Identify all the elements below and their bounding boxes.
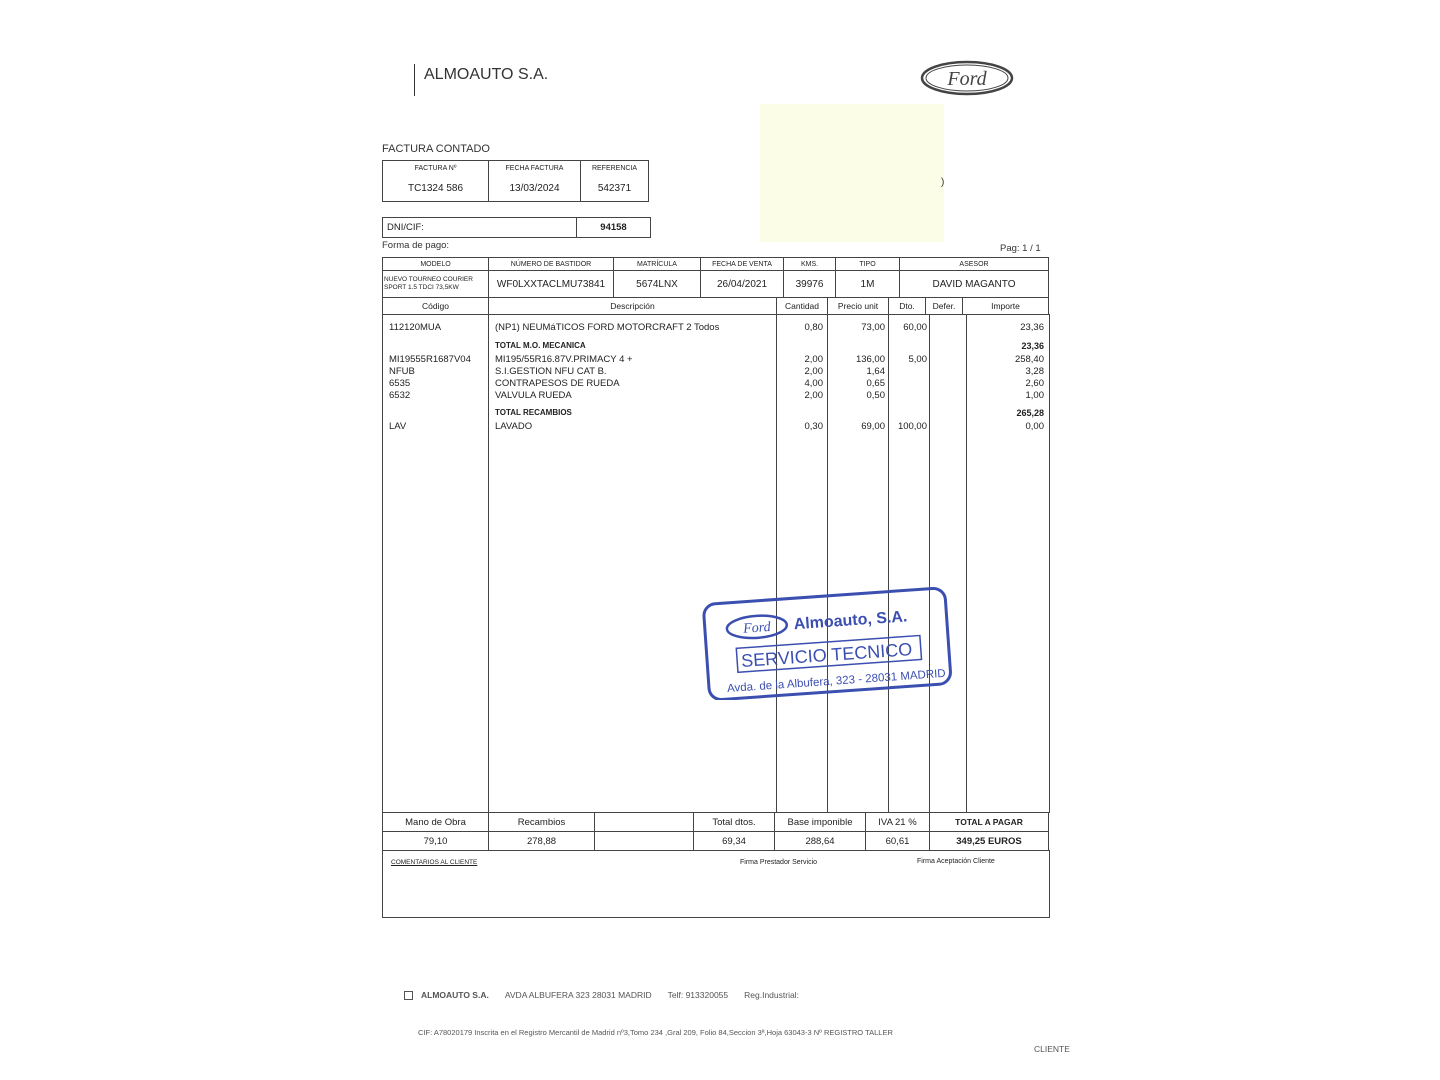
page-number: Pag: 1 / 1 bbox=[1000, 243, 1041, 254]
total-parts-value: 265,28 bbox=[1016, 408, 1044, 418]
line-code: 112120MUA bbox=[389, 322, 442, 333]
footer-line bbox=[404, 990, 799, 1000]
line-unit-price: 1,64 bbox=[866, 366, 885, 377]
provider-signature-label: Firma Prestador Servicio bbox=[740, 859, 818, 866]
stamp-address: Avda. de la Albufera, 323 - 28031 MADRID bbox=[726, 667, 947, 696]
labour-label: Mano de Obra bbox=[383, 813, 489, 832]
invoice-date-label: FECHA FACTURA bbox=[505, 165, 564, 172]
ford-logo bbox=[920, 60, 1014, 96]
line-amount: 0,00 bbox=[1025, 421, 1044, 432]
pay-value: 349,25 EUROS bbox=[930, 832, 1049, 851]
payment-form-label: Forma de pago: bbox=[382, 240, 450, 251]
line-description: MI195/55R16.87V.PRIMACY 4 + bbox=[495, 354, 633, 365]
line-quantity: 2,00 bbox=[804, 366, 823, 377]
line-amount: 3,28 bbox=[1025, 366, 1044, 377]
invoice-date: 13/03/2024 bbox=[509, 183, 560, 194]
col-discount: Dto. bbox=[889, 298, 926, 315]
lines-header bbox=[382, 297, 1049, 315]
vehicle-vin: WF0LXXTACLMU73841 bbox=[489, 271, 614, 298]
col-divider bbox=[888, 314, 889, 812]
footer-checkbox-icon bbox=[404, 991, 413, 1000]
dni-label: DNI/CIF: bbox=[387, 222, 424, 233]
vehicle-plate: 5674LNX bbox=[614, 271, 701, 298]
line-description: VALVULA RUEDA bbox=[495, 390, 572, 401]
discounts-value: 69,34 bbox=[694, 832, 775, 851]
vehicle-header-advisor: ASESOR bbox=[900, 258, 1049, 271]
line-code: 6535 bbox=[389, 378, 411, 389]
vehicle-header-sale-date: FECHA DE VENTA bbox=[701, 258, 784, 271]
comments-label: COMENTARIOS AL CLIENTE bbox=[391, 859, 478, 866]
line-description: LAVADO bbox=[495, 421, 533, 432]
line-unit-price: 0,50 bbox=[866, 390, 885, 401]
footer-copy: CLIENTE bbox=[1034, 1044, 1070, 1054]
invoice-number: TC1324 586 bbox=[407, 183, 464, 194]
line-amount: 1,00 bbox=[1025, 390, 1044, 401]
footer-registry: CIF: A78020179 Inscrita en el Registro Mercantil de Madrid nº3,Tomo 234 ,Gral 209, Folio 84,Seccion 3ª,Hoja 63043-3 Nº REGISTRO TALLER bbox=[418, 1028, 893, 1037]
vehicle-advisor: DAVID MAGANTO bbox=[900, 271, 1049, 298]
empty-cell bbox=[595, 832, 694, 851]
empty-cell bbox=[595, 813, 694, 832]
vehicle-header-kms: KMS. bbox=[784, 258, 836, 271]
line-code: NFUB bbox=[389, 366, 415, 377]
footer-address: AVDA ALBUFERA 323 28031 MADRID bbox=[504, 990, 652, 1000]
vat-label: IVA 21 % bbox=[866, 813, 930, 832]
invoice-reference-cell bbox=[581, 161, 649, 202]
line-code: MI19555R1687V04 bbox=[389, 354, 471, 365]
invoice-type: FACTURA CONTADO bbox=[382, 143, 490, 155]
discounts-label: Total dtos. bbox=[694, 813, 775, 832]
line-description: (NP1) NEUMáTICOS FORD MOTORCRAFT 2 Todos bbox=[495, 322, 720, 333]
line-unit-price: 69,00 bbox=[861, 421, 885, 432]
line-quantity: 2,00 bbox=[804, 390, 823, 401]
vehicle-type: 1M bbox=[836, 271, 900, 298]
base-label: Base imponible bbox=[775, 813, 866, 832]
vehicle-header-plate: MATRÍCULA bbox=[614, 258, 701, 271]
line-discount: 100,00 bbox=[897, 421, 927, 432]
line-description: S.I.GESTION NFU CAT B. bbox=[495, 366, 607, 377]
ford-logo-text: Ford bbox=[947, 68, 987, 90]
line-discount: 60,00 bbox=[903, 322, 927, 333]
redacted-address-area bbox=[760, 104, 944, 242]
line-quantity: 2,00 bbox=[804, 354, 823, 365]
vehicle-header-model: MODELO bbox=[383, 258, 489, 271]
col-deferred: Defer. bbox=[926, 298, 963, 315]
line-code: LAV bbox=[389, 421, 407, 432]
col-description: Descripción bbox=[489, 298, 777, 315]
totals-table bbox=[382, 812, 1049, 851]
vehicle-sale-date: 26/04/2021 bbox=[701, 271, 784, 298]
line-quantity: 0,80 bbox=[804, 322, 823, 333]
footer-reg: Reg.Industrial: bbox=[744, 990, 799, 1000]
dni-box bbox=[382, 217, 651, 238]
vehicle-header-vin: NÚMERO DE BASTIDOR bbox=[489, 258, 614, 271]
stamp-company: Almoauto, S.A. bbox=[793, 608, 908, 634]
total-labour-value: 23,36 bbox=[1021, 341, 1044, 351]
signature-box bbox=[382, 850, 1050, 918]
vehicle-table bbox=[382, 257, 1049, 298]
lines-body bbox=[382, 314, 1050, 813]
line-discount: 5,00 bbox=[908, 354, 927, 365]
line-quantity: 4,00 bbox=[804, 378, 823, 389]
line-quantity: 0,30 bbox=[804, 421, 823, 432]
client-signature-label: Firma Aceptación Cliente bbox=[917, 858, 995, 865]
col-divider bbox=[929, 314, 930, 812]
col-amount: Importe bbox=[963, 298, 1049, 315]
paren-mark: ) bbox=[941, 177, 945, 188]
line-description: CONTRAPESOS DE RUEDA bbox=[495, 378, 620, 389]
dni-value: 94158 bbox=[600, 222, 627, 233]
line-unit-price: 136,00 bbox=[855, 354, 885, 365]
invoice-reference-label: REFERENCIA bbox=[591, 165, 638, 172]
invoice-header-table bbox=[382, 160, 649, 202]
company-name: ALMOAUTO S.A. bbox=[414, 64, 548, 96]
stamp-ford-logo: Ford bbox=[742, 619, 772, 637]
invoice-reference: 542371 bbox=[597, 183, 632, 194]
labour-value: 79,10 bbox=[383, 832, 489, 851]
line-amount: 258,40 bbox=[1014, 354, 1044, 365]
col-quantity: Cantidad bbox=[777, 298, 828, 315]
vehicle-model: NUEVO TOURNEO COURIER SPORT 1.5 TDCI 73,5KW bbox=[383, 271, 489, 298]
line-code: 6532 bbox=[389, 390, 411, 401]
col-code: Código bbox=[383, 298, 489, 315]
line-unit-price: 73,00 bbox=[861, 322, 885, 333]
col-divider bbox=[488, 314, 489, 812]
parts-label: Recambios bbox=[489, 813, 595, 832]
invoice-date-cell bbox=[489, 161, 581, 202]
stamp-service: SERVICIO TECNICO bbox=[740, 639, 913, 672]
line-amount: 2,60 bbox=[1025, 378, 1044, 389]
invoice-number-label: FACTURA Nº bbox=[414, 165, 457, 172]
footer-company: ALMOAUTO S.A. bbox=[421, 990, 489, 1000]
base-value: 288,64 bbox=[775, 832, 866, 851]
total-parts-label: TOTAL RECAMBIOS bbox=[495, 408, 572, 417]
service-stamp bbox=[700, 582, 954, 700]
parts-value: 278,88 bbox=[489, 832, 595, 851]
line-unit-price: 0,65 bbox=[866, 378, 885, 389]
invoice-number-cell bbox=[383, 161, 489, 202]
footer-phone: Telf: 913320055 bbox=[667, 990, 729, 1000]
line-amount: 23,36 bbox=[1020, 322, 1044, 333]
vat-value: 60,61 bbox=[866, 832, 930, 851]
col-unit-price: Precio unit bbox=[828, 298, 889, 315]
vehicle-kms: 39976 bbox=[784, 271, 836, 298]
total-labour-label: TOTAL M.O. MECANICA bbox=[495, 341, 586, 350]
vehicle-header-type: TIPO bbox=[836, 258, 900, 271]
pay-label: TOTAL A PAGAR bbox=[930, 813, 1049, 832]
